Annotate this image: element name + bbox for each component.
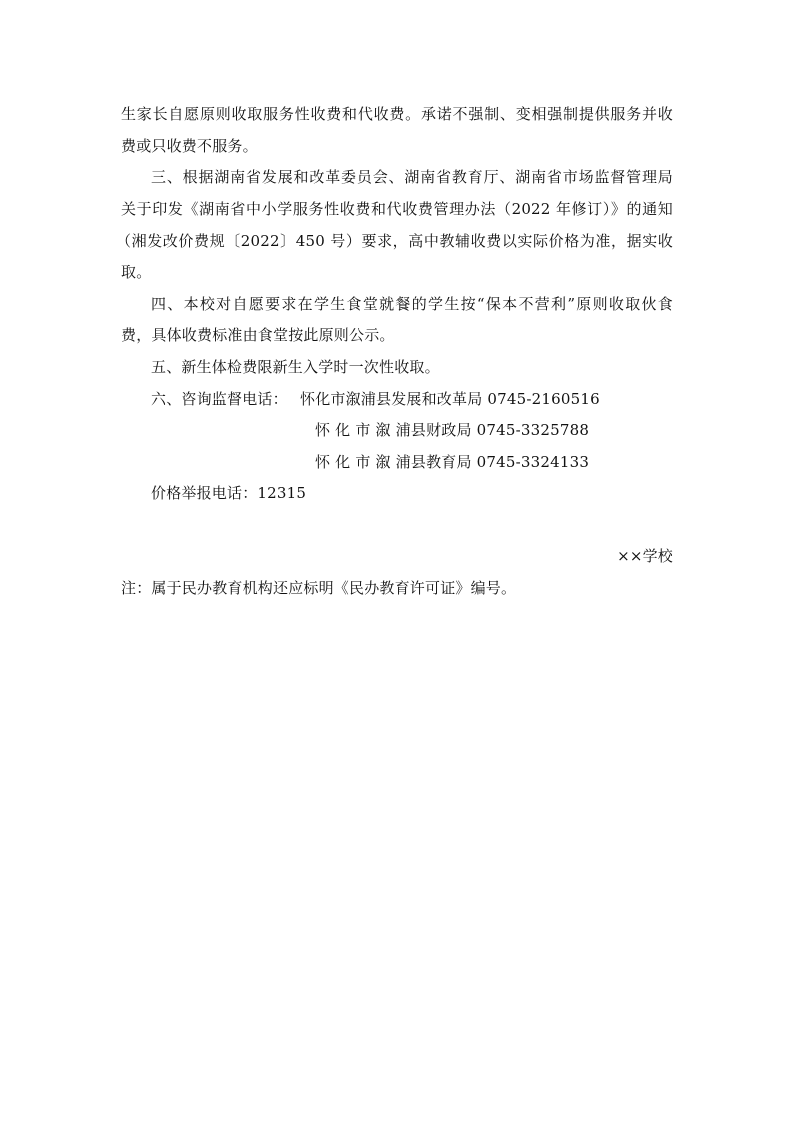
paragraph-3-line-4: 取。: [121, 263, 152, 281]
paragraph-4-line-1: 四、本校对自愿要求在学生食堂就餐的学生按“保本不营利”原则收取伙食: [151, 295, 673, 313]
paragraph-1-line-2: 费或只收费不服务。: [121, 137, 258, 155]
paragraph-3-line-1: 三、根据湖南省发展和改革委员会、湖南省教育厅、湖南省市场监督管理局: [151, 168, 673, 186]
paragraph-4-line-2: 费，具体收费标准由食堂按此原则公示。: [121, 326, 395, 344]
paragraph-1-line-1: 生家长自愿原则收取服务性收费和代收费。承诺不强制、变相强制提供服务并收: [121, 105, 673, 123]
paragraph-3-line-3: （湘发改价费规〔2022〕450 号）要求，高中教辅收费以实际价格为准，据实收: [116, 232, 673, 250]
price-report-phone: 价格举报电话：12315: [151, 484, 307, 502]
contacts-label: 六、咨询监督电话：: [151, 390, 288, 408]
contact-development-reform-bureau: 怀化市溆浦县发展和改革局 0745-2160516: [300, 390, 600, 408]
contact-finance-bureau: 怀 化 市 溆 浦县财政局 0745-3325788: [315, 421, 590, 439]
paragraph-3-line-2: 关于印发《湖南省中小学服务性收费和代收费管理办法（2022 年修订）》的通知: [121, 200, 673, 218]
contact-education-bureau: 怀 化 市 溆 浦县教育局 0745-3324133: [315, 453, 590, 471]
paragraph-5-line-1: 五、新生体检费限新生入学时一次性收取。: [151, 358, 440, 376]
footnote: 注：属于民办教育机构还应标明《民办教育许可证》编号。: [121, 579, 517, 597]
school-signature: ××学校: [617, 547, 673, 565]
